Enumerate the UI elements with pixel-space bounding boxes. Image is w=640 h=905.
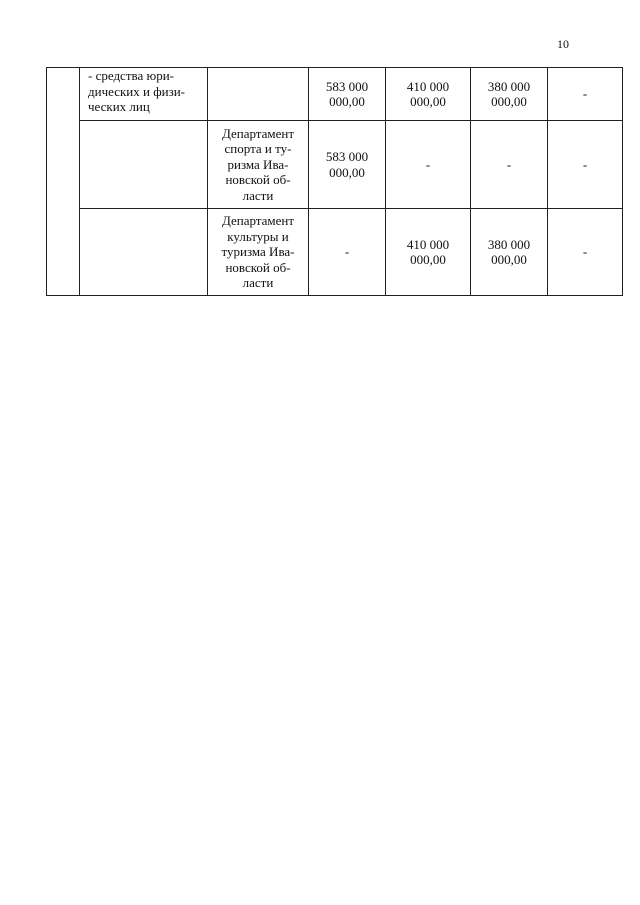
amount-year-3: 380 000 000,00 [487,78,531,109]
amount-cell-year-3 [471,209,548,296]
amount-cell-year-2 [386,209,471,296]
amount-cell-year-1 [309,68,386,121]
executor-cell [208,68,309,121]
amount-cell-year-1 [309,209,386,296]
funding-source-cell [80,68,208,121]
amount-year-1: 583 000 000,00 [325,149,369,180]
funding-source-text: - средства юри- дических и физи- ческих лиц [88,68,186,114]
page-number: 10 [557,37,569,51]
amount-year-4: - [582,244,588,260]
executor-cell [208,121,309,209]
funding-source-cell [80,209,208,296]
funding-source-cell [80,121,208,209]
amount-cell-year-3 [471,121,548,209]
amount-year-1: 583 000 000,00 [325,78,369,109]
executor-cell [208,209,309,296]
amount-year-1: - [344,244,350,260]
amount-year-2: 410 000 000,00 [406,78,450,109]
budget-table [46,67,623,296]
amount-year-3: - [506,156,512,172]
table-row [47,121,623,209]
index-cell [47,68,80,296]
amount-year-4: - [582,86,588,102]
amount-cell-year-1 [309,121,386,209]
amount-cell-year-4 [548,209,623,296]
executor-text: Департамент культуры и туризма Ива- новской об- ласти [221,213,295,291]
amount-cell-year-3 [471,68,548,121]
executor-text: Департамент спорта и ту- ризма Ива- новской об- ласти [221,125,295,203]
amount-year-2: 410 000 000,00 [406,236,450,267]
table-row [47,68,623,121]
amount-cell-year-4 [548,121,623,209]
amount-year-4: - [582,156,588,172]
amount-cell-year-2 [386,68,471,121]
table-row [47,209,623,296]
amount-cell-year-2 [386,121,471,209]
amount-year-3: 380 000 000,00 [487,236,531,267]
amount-cell-year-4 [548,68,623,121]
amount-year-2: - [425,156,431,172]
